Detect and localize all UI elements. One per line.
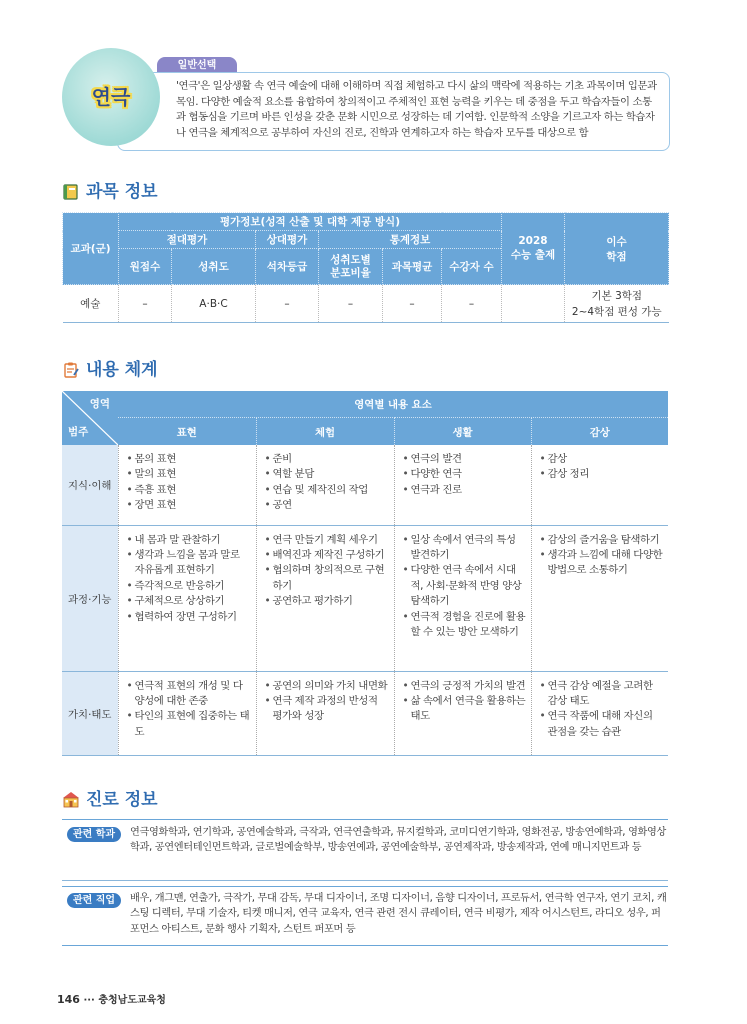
- cell-raw-score: –: [119, 285, 172, 323]
- section-career: [62, 788, 158, 812]
- content-cell: [256, 525, 394, 671]
- section-title: 진로 정보: [86, 790, 158, 810]
- corner-category-label: 범주: [68, 426, 89, 438]
- list-item: • 말의 표현: [127, 467, 252, 482]
- departments-label: 관련 학과: [67, 827, 121, 842]
- list-item: • 연극의 발견: [403, 452, 527, 467]
- footer-separator: ···: [83, 995, 95, 1006]
- list-item: • 협력하여 장면 구성하기: [127, 610, 252, 625]
- corner-area-label: 영역: [89, 398, 110, 410]
- header-achievement: 성취도: [172, 249, 256, 285]
- list-item: • 연극 제작 과정의 반성적 평가와 성장: [265, 694, 390, 725]
- header-group: 교과(군): [63, 213, 119, 285]
- related-departments: [62, 819, 668, 881]
- header-raw-score: 원점수: [119, 249, 172, 285]
- list-item: • 다양한 연극: [403, 467, 527, 482]
- header-eval-info: 평가정보(성적 산출 및 대학 제공 방식): [119, 213, 502, 231]
- list-item: • 감상 정리: [540, 467, 665, 482]
- column-header: 감상: [531, 417, 668, 445]
- list-item: • 연극 작품에 대해 자신의 관점을 갖는 습관: [540, 709, 665, 740]
- section-title: 과목 정보: [86, 182, 158, 202]
- departments-text: 연극영화학과, 연기학과, 공연예술학과, 극작과, 연극연출학과, 뮤지컬학과, 코미디연기학과, 영화전공, 방송연예학과, 영화영상학과, 공연엔터테인먼트학과, 글로벌예술학부, 방송연예과, 공연예술학부, 공연제작과, 방송제작과, 연예 매니지먼트과 등: [130, 827, 667, 854]
- list-item: • 배역진과 제작진 구성하기: [265, 548, 390, 563]
- subject-title: 연극: [91, 85, 131, 109]
- list-item: • 협의하며 창의적으로 구현하기: [265, 563, 390, 594]
- section-content-system: [62, 358, 158, 382]
- school-icon: [62, 791, 80, 809]
- list-item: • 다양한 연극 속에서 시대적, 사회·문화적 반영 양상 탐색하기: [403, 563, 527, 609]
- table-row: [63, 285, 669, 323]
- list-item: • 연극적 표현의 개성 및 다양성에 대한 존중: [127, 679, 252, 710]
- cell-ratio: –: [319, 285, 383, 323]
- section-subject-info: [62, 180, 158, 204]
- list-item: • 삶 속에서 연극을 활용하는 태도: [403, 694, 527, 725]
- list-item: • 생각과 느낌을 몸과 말로 자유롭게 표현하기: [127, 548, 252, 579]
- content-cell: [118, 525, 256, 671]
- list-item: • 공연: [265, 498, 390, 513]
- header-absolute: 절대평가: [119, 231, 256, 249]
- table-row: [62, 445, 668, 525]
- header-suneung: 2028 수능 출제: [502, 213, 565, 285]
- list-item: • 공연하고 평가하기: [265, 594, 390, 609]
- list-item: • 연극과 진로: [403, 483, 527, 498]
- list-item: • 감상의 즐거움을 탐색하기: [540, 533, 665, 548]
- list-item: • 감상: [540, 452, 665, 467]
- content-cell: [531, 445, 668, 525]
- content-system-table: [62, 391, 668, 756]
- cell-credits: 기본 3학점 2~4학점 편성 가능: [565, 285, 669, 323]
- cell-group: 예술: [63, 285, 119, 323]
- content-cell: [118, 445, 256, 525]
- content-cell: [531, 525, 668, 671]
- header-stats: 통계정보: [319, 231, 502, 249]
- list-item: • 연극의 긍정적 가치의 발견: [403, 679, 527, 694]
- page-number: 146: [57, 993, 80, 1006]
- list-item: • 연극적 경험을 진로에 활용할 수 있는 방안 모색하기: [403, 610, 527, 641]
- content-cell: [256, 445, 394, 525]
- corner-cell: [62, 391, 118, 445]
- header-count: 수강자 수: [442, 249, 502, 285]
- list-item: • 즉각적으로 반응하기: [127, 579, 252, 594]
- cell-achievement: A·B·C: [172, 285, 256, 323]
- header-credits: 이수 학점: [565, 213, 669, 285]
- list-item: • 연습 및 제작진의 작업: [265, 483, 390, 498]
- related-jobs: [62, 886, 668, 946]
- jobs-text: 배우, 개그맨, 연출가, 극작가, 무대 감독, 무대 디자이너, 조명 디자이너, 음향 디자이너, 프로듀서, 연극학 연구자, 연기 코치, 캐스팅 디렉터, 무대 기술자, 티켓 매니저, 연극 교육자, 연극 관련 전시 큐레이터, 연극 비평가, 제작 어시스턴트, 라디오 성우, 퍼포먼스 아티스트, 문화 행사 기획자, 스턴트 퍼포머 등: [130, 893, 667, 935]
- cell-mean: –: [383, 285, 442, 323]
- column-header: 생활: [394, 417, 531, 445]
- row-category: 과정·기능: [62, 525, 118, 671]
- list-item: • 몸의 표현: [127, 452, 252, 467]
- subject-info-table: [62, 212, 669, 323]
- publisher: 충청남도교육청: [98, 995, 166, 1006]
- content-cell: [394, 671, 531, 755]
- header-rank: 석차등급: [256, 249, 319, 285]
- category-tag: 일반선택: [157, 57, 237, 74]
- list-item: • 장면 표현: [127, 498, 252, 513]
- jobs-label: 관련 직업: [67, 893, 121, 908]
- content-cell: [394, 445, 531, 525]
- list-item: • 공연의 의미와 가치 내면화: [265, 679, 390, 694]
- content-cell: [394, 525, 531, 671]
- clipboard-icon: [62, 361, 80, 379]
- list-item: • 연극 감상 예절을 고려한 감상 태도: [540, 679, 665, 710]
- cell-rank: –: [256, 285, 319, 323]
- table-row: [62, 671, 668, 755]
- area-header: 영역별 내용 요소: [118, 391, 668, 417]
- content-cell: [118, 671, 256, 755]
- cell-suneung: [502, 285, 565, 323]
- subject-intro: '연극'은 일상생활 속 연극 예술에 대해 이해하며 직접 체험하고 다시 삶의 맥락에 적용하는 기초 과목이며 입문과목임. 다양한 예술적 요소를 융합하여 창의적이고 주체적인 표현 능력을 키우는 데 중점을 두고 학습자들이 소통과 협동심을 기르며 바른 인성을 갖춘 문화 시민으로 성장하는 데 기여함. 인문학적 소양을 기르고자 하는 학습자나 연극을 체계적으로 공부하여 자신의 진로, 진학과 연계하고자 하는 학습자 모두를 대상으로 함: [176, 80, 657, 139]
- page-footer: [57, 991, 166, 1006]
- column-header: 체험: [256, 417, 394, 445]
- header-ratio: 성취도별 분포비율: [319, 249, 383, 285]
- cell-count: –: [442, 285, 502, 323]
- content-cell: [256, 671, 394, 755]
- row-category: 가치·태도: [62, 671, 118, 755]
- list-item: • 준비: [265, 452, 390, 467]
- list-item: • 연극 만들기 계획 세우기: [265, 533, 390, 548]
- row-category: 지식·이해: [62, 445, 118, 525]
- list-item: • 역할 분담: [265, 467, 390, 482]
- list-item: • 구체적으로 상상하기: [127, 594, 252, 609]
- list-item: • 일상 속에서 연극의 특성 발견하기: [403, 533, 527, 564]
- list-item: • 타인의 표현에 집중하는 태도: [127, 709, 252, 740]
- header-mean: 과목평균: [383, 249, 442, 285]
- book-icon: [62, 183, 80, 201]
- list-item: • 내 몸과 말 관찰하기: [127, 533, 252, 548]
- content-cell: [531, 671, 668, 755]
- list-item: • 즉흥 표현: [127, 483, 252, 498]
- section-title: 내용 체계: [86, 360, 158, 380]
- list-item: • 생각과 느낌에 대해 다양한 방법으로 소통하기: [540, 548, 665, 579]
- column-header: 표현: [118, 417, 256, 445]
- header-relative: 상대평가: [256, 231, 319, 249]
- table-row: [62, 525, 668, 671]
